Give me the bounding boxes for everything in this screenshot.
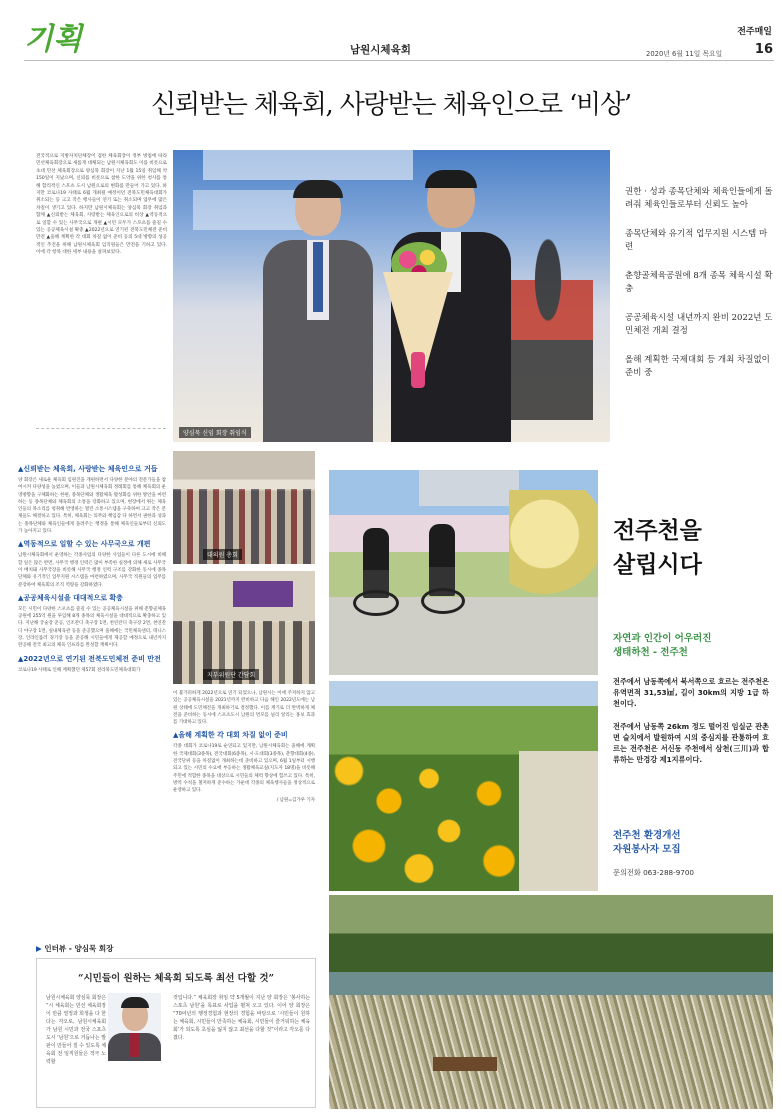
section-body: 양 회장은 새로운 체육회 임원진을 개편하면서 다양한 분야의 전문가들을 참여시켜 다양성을 높였으며, 이들과 남원시체육회 정례회를 통해 체육회의 운영방향을 구체화하는 한편, 종목단체와 생활체육 활성화를 위한 방안을 마련하는 등 종목단체와 체육회의 소통을 강화하고 있으며, 현장에서 뛰는 체육인들의 목소리를 청취해 반영하는 열린 소통시스템을 구축하여 크고 작은 문제들도 해결하고 있다. 특히, 체육회는 의무와 책임감 다 하면서 권한과 성과는 종목단체와 체육인들에게 돌려주는 행정을 통해 체육인들로부터 신뢰도가 높아지고 있다. <box>18 478 166 535</box>
main-photo-caption: 양심묵 신임 회장 취임식 <box>179 427 251 438</box>
ad-photo-river <box>329 895 773 1109</box>
skater-figure <box>503 220 593 420</box>
photo-committee-meeting <box>173 571 315 684</box>
ad-title-line1: 전주천을 <box>613 518 702 544</box>
interviewee-photo <box>108 993 161 1061</box>
ad-contact-label: 문의전화 <box>613 868 641 877</box>
section-title: 남원시체육회 <box>350 44 411 56</box>
ad-photo-flowers <box>329 681 598 891</box>
person-left <box>263 180 373 442</box>
byline: / 남원=김가루 기자 <box>276 797 315 803</box>
section-body: 모든 시민이 다양한 스포츠를 즐길 수 있는 공공체육시설을 위해 춘향골체육공원에 255억 원을 투입해 8개 종목의 체육시설을 대대적으로 확충하고 있다. 지난해 궁술장 준공, 인조잔디 축구장 1면, 천연잔디 축구장 2면, 천연잔디 야구장 1면, 실내체육관 등을 준공했으며 올해에는 국민체육센터, 테니스장, 인라인롤러 경기장 등을 준공해 시민들에게 제공할 예정으로 내년까지 완공해 전국 최고의 체육 인프라를 완성할 계획이다. <box>18 606 166 649</box>
issue-date: 2020년 6월 11일 목요일 <box>646 50 723 58</box>
article-col-2 <box>173 690 315 930</box>
headline: 신뢰받는 체육회, 사랑받는 체육인으로 ‘비상’ <box>151 90 631 120</box>
section-title: ▲2022년으로 연기된 전북도민체전 준비 만전 <box>18 654 161 663</box>
triangle-icon: ▶ <box>36 944 42 953</box>
ad-photo-cyclists <box>329 470 598 675</box>
interview-quote: “시민들이 원하는 체육회 되도록 최선 다할 것” <box>78 973 274 984</box>
ad-subtitle <box>613 632 711 660</box>
ad-para-1: 전주에서 남동쪽에서 북서쪽으로 흐르는 전주천은 유역면적 31,53㎢, 길이 30km의 지방 1급 하천이다. <box>613 677 769 708</box>
section-title: ▲신뢰받는 체육회, 사랑받는 체육인으로 거듭 <box>18 465 158 473</box>
intro-text: 전국적으로 지방자치단체장이 겸한 체육회장이 정부 방침에 따라 민선체육회장으로 새롭게 대체되는 남원시체육회도 이를 비롯으로 초대 민선 체육회장으로 양심묵 회장이 지난 1월 15일 취임해 약 150일이 지났으며, 신뢰를 비롯으로 참한 도약을 위한 청사를 통해 합리적인 스포츠 도시 남원으로의 변화를 만들어 가고 있다. 하지만 코로나19 사태로 6월 개최될 예정이던 전북도민체육대회가 취소되는 등 크고 작은 행사들이 연기 또는 취소되며 업무에 많은 차질이 생기고 있다. 하지만 남원시체육회는 양심묵 회장 취임과 함께 ▲신뢰받는 체육회, 사랑받는 체육인으로의 비상 ▲역동적으로 일할 수 있는 사무국으로 개편 ▲시민 모두가 스포츠를 즐길 수 있는 공공체육시설 확충 ▲2022년으로 연기된 전북도민체전 준비 만전 ▲올해 계획한 각 대회 차질 없이 준비 등의 5대 방향의 성공적인 추진을 위해 남원시체육회 임직원들은 만전을 기하고 있다. 이에 각 항목 대한 세부 내용을 살펴보았다. <box>36 154 167 256</box>
section-body: 코로나19 사태로 인해 계획했던 제57회 전라북도민체육대회가 <box>18 667 141 673</box>
section-title: ▲역동적으로 일할 수 있는 사무국으로 개편 <box>18 540 151 549</box>
page-number: 16 <box>754 42 773 57</box>
article-col-1 <box>18 460 166 925</box>
interview-col-1: 남원시체육회 양심묵 회장은 “시 체육회는 민선 체육회장이 만큼 열정과 희생을 다 한다는 각오로, 남원시체육회가 남원 시민과 전국 스포츠 도시 ‘남원’으로 거듭나는 발판이 만들어 질 수 있도록 체육회 전 임직원들은 적극 노력할 <box>46 995 106 1065</box>
ad-contact <box>613 868 694 878</box>
flower-bouquet <box>383 242 453 392</box>
series-logo: 기획 <box>24 22 82 57</box>
section-title: ▲올해 계획한 각 대회 차질 없이 준비 <box>173 731 288 740</box>
ad-contact-phone: 063-288-9700 <box>643 868 694 877</box>
ad-subtitle-line2: 생태하천 - 전주천 <box>613 647 688 658</box>
header-rule <box>24 60 774 61</box>
section-body: 남원시체육회에서 운영하는 각종사업의 다양한 사업들이 다른 도시에 비해 할 일은 많은 반면, 사무국 행정 인력은 많이 부족한 실정에 의해 새로 사무국이 배치돼 사무국장을 비롯해 사무국 행정 인력 구조를 강화한 동시에 종목단체와 유기적인 업무지원 시스템을 마련하였으며, 사무국 직원들의 업무를 분장하여 체육회의 조직 역량을 강화하였다. <box>18 553 166 588</box>
highlight-item: 종목단체와 유기적 업무지원 시스템 마련 <box>625 229 768 252</box>
highlight-item: 공공체육시설 내년까지 완비 2022년 도민체전 개최 결정 <box>625 313 773 336</box>
interview-col-2: 것입니다.” 체육회장 취임 약 5개월이 지난 양 회장은 ‘봉사하는 스포츠 남원’을 목표로 사업을 펼쳐 오고 있다. 이어 양 회장은 “70여년의 행정경험과 현장의 경험을 바탕으로 ‘시민들이 원하는 체육회, 시민들이 만족하는 체육회, 시민들이 즐거워하는 체육회’가 되도록 초심을 잃지 않고 최선을 다할 것”이라고 각오를 다졌다. <box>173 995 310 1041</box>
ad-title-line2: 살립시다 <box>613 552 702 578</box>
ad-para-2: 전주에서 남동쪽 26km 정도 떨어진 임실군 관촌면 슬치에서 발원하여 시의 중심지를 관통하여 흐르는 전주천은 서신동 주천에서 삼천(三川)과 합류하는 만경강 제1지류이다. <box>613 722 769 764</box>
main-photo <box>173 150 610 442</box>
intro-divider <box>36 428 166 429</box>
highlight-item: 춘향골체육공원에 8개 종목 체육시설 확충 <box>625 271 773 294</box>
interview-label <box>36 943 113 954</box>
ad-panel <box>599 470 773 891</box>
highlight-item: 올해 계획한 국제대회 등 개최 차질없이 준비 중 <box>625 355 770 378</box>
highlights <box>625 186 773 380</box>
section-body: 이 불가피하게 2022년으로 연기 되었으나, 남원시는 이에 주저하지 않고 있는 공공체육시설을 2021년까지 완비하고 다음 해인 2022년도에는 남원 상태에 도민체전을 개최하기로 결정했다. 이를 계기로 더 완벽하게 체전을 준비하는 동시에 스포츠도시 남원의 면모를 널리 알리는 홍보 효과를 기대하고 있다. <box>173 691 315 726</box>
ad-recruit-line1: 전주천 환경개선 <box>613 830 681 841</box>
interview-label-text: 인터뷰 - 양심묵 회장 <box>44 944 114 953</box>
ad-recruit-line2: 자원봉사자 모집 <box>613 844 681 855</box>
ad-subtitle-line1: 자연과 인간이 어우러진 <box>613 633 712 644</box>
highlight-item: 권한 · 성과 종목단체와 체육인들에게 돌려줘 체육인들로부터 신뢰도 높아 <box>625 187 773 210</box>
section-body: 각종 대회가 코로나19로 순연되고 있지만, 남원시체육회는 올해에 계획한 국제대회(3종목), 전국대회(6종목), 시·도대회(3종목), 춘향대회(4종), 전국단위 등을 차질없이 개최하는데 준비하고 있으며, 6월 1일부터 시행되고 있는 시민의 수요에 부응하는 생활체육교실(지도자 18명)을 비롯해 주민에 적합한 종목을 대상으로 시민들의 체력 향상에 힘쓰고 있다. 특히, 방역 수칙을 철저하게 준수하는 가운데 각종의 체육행사들을 정상적으로 운영하고 있다. <box>173 744 315 794</box>
section-title: ▲공공체육시설을 대대적으로 확충 <box>18 593 123 602</box>
banner-text-shape <box>203 150 413 180</box>
photo-delegates-meeting <box>173 451 315 564</box>
photo2-caption: 대의원 총회 <box>203 549 242 560</box>
ad-recruit <box>613 829 681 857</box>
photo3-caption: 지부위원단 간담회 <box>203 669 259 680</box>
ad-title <box>613 514 702 582</box>
paper-name: 전주매일 <box>737 27 772 37</box>
